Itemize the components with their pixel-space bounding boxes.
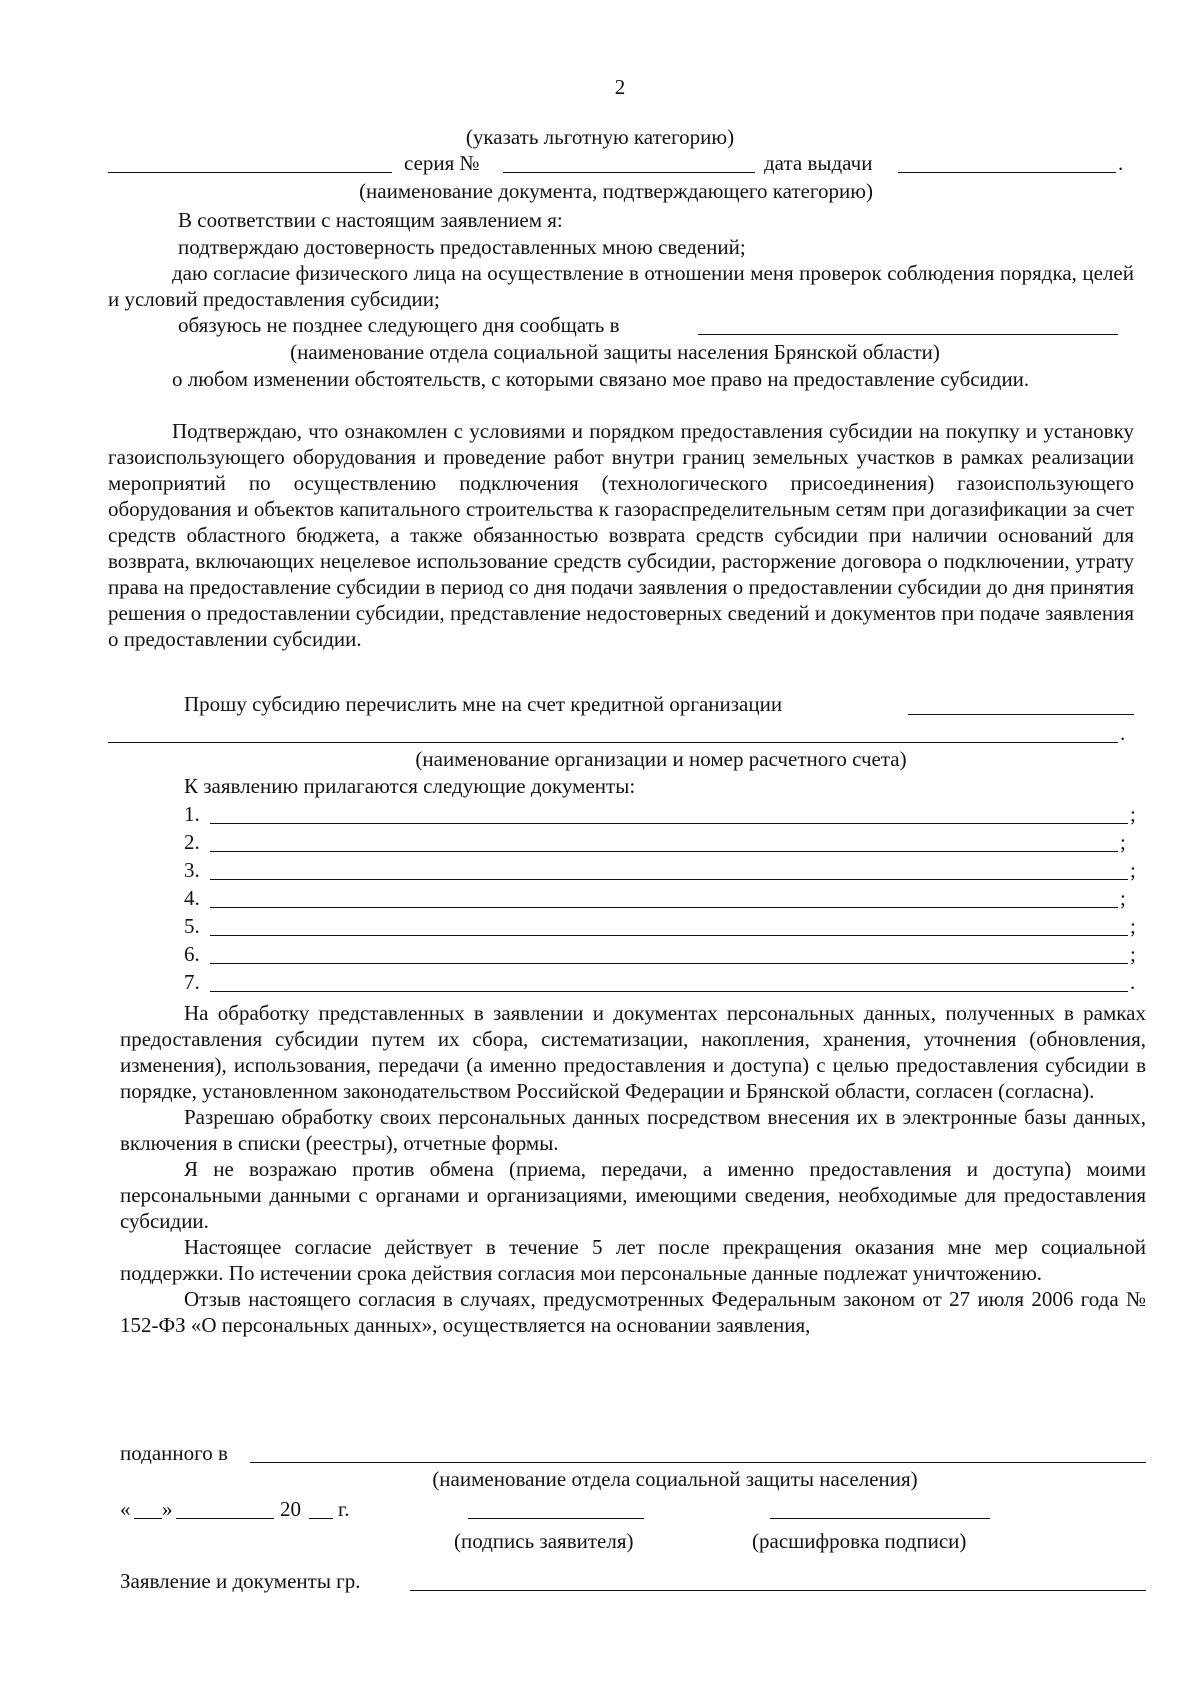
attachment-blank-5[interactable] [210, 935, 1128, 936]
consent-tail: поданного в [120, 1441, 228, 1465]
attachment-end-4: ; [1120, 886, 1126, 910]
series-number-blank[interactable] [503, 172, 755, 173]
date-month-blank[interactable] [176, 1518, 274, 1519]
withdrawal-department-blank[interactable] [250, 1462, 1146, 1463]
attachment-blank-2[interactable] [210, 851, 1118, 852]
bank-account-blank[interactable] [108, 742, 1118, 743]
declaration-item-1: подтверждаю достоверность предоставленных мною сведений; [178, 235, 746, 259]
transfer-end: . [1120, 721, 1126, 745]
consent-paragraph-1: На обработку представленных в заявлении и документах персональных данных, полученных в рамках предоставления субсидии путем их сбора, систематизации, накопления, хранения, уточнения (обновления, изменения), использования, передачи (а именно предоставления и доступа) с целью предоставления субсидии в порядке, установленном законодательством Российской Федерации и Брянской области, согласен (согласна). [120, 1001, 1146, 1103]
date-year-suffix: г. [338, 1497, 350, 1521]
caption-bank: (наименование организации и номер расчетного счета) [415, 747, 907, 771]
date-year-prefix: 20 [280, 1497, 301, 1521]
attachment-end-7: . [1130, 970, 1136, 994]
date-quote-close: » [162, 1497, 173, 1521]
applicant-name-blank[interactable] [410, 1590, 1146, 1591]
consent-paragraph-5: Отзыв настоящего согласия в случаях, предусмотренных Федеральным законом от 27 июля 2006 года № 152-ФЗ «О персональных данных», осуществляется на основании заявления, [120, 1287, 1146, 1337]
confirm-paragraph [108, 418, 1134, 652]
attachment-num-4: 4. [184, 886, 200, 910]
attachment-end-6: ; [1130, 942, 1136, 966]
attachment-blank-1[interactable] [210, 823, 1128, 824]
declaration-intro: В соответствии с настоящим заявлением я: [178, 208, 563, 232]
caption-signature-name: (расшифровка подписи) [752, 1529, 967, 1553]
attachment-num-2: 2. [184, 830, 200, 854]
document-name-blank[interactable] [108, 172, 392, 173]
date-day-blank[interactable] [134, 1518, 162, 1519]
date-quote-open: « [120, 1497, 131, 1521]
bank-name-blank[interactable] [908, 714, 1134, 715]
doc-line-end: . [1118, 151, 1124, 175]
declaration-item-2-text: даю согласие физического лица на осуществление в отношении меня проверок соблюдения порядка, целей и условий предоставления субсидии; [108, 261, 1134, 311]
transfer-lead: Прошу субсидию перечислить мне на счет кредитной организации [184, 692, 783, 716]
attachment-blank-4[interactable] [210, 907, 1118, 908]
consent-block [120, 1000, 1146, 1338]
declaration-item-3-lead: обязуюсь не позднее следующего дня сообщать в [178, 313, 620, 337]
caption-category: (указать льготную категорию) [465, 125, 735, 149]
department-blank[interactable] [698, 334, 1118, 335]
attachment-end-3: ; [1130, 858, 1136, 882]
issue-date-blank[interactable] [898, 172, 1116, 173]
attachments-title: К заявлению прилагаются следующие документы: [184, 774, 636, 798]
signature-blank[interactable] [468, 1518, 644, 1519]
declaration-item-3-tail [108, 366, 1134, 392]
attachment-num-3: 3. [184, 858, 200, 882]
consent-paragraph-3: Я не возражаю против обмена (приема, передачи, а именно предоставления и доступа) моими персональными данными с органами и организациями, имеющими сведения, необходимые для предоставления субсидии. [120, 1157, 1146, 1233]
footer-label: Заявление и документы гр. [120, 1569, 361, 1593]
attachment-num-1: 1. [184, 802, 200, 826]
attachment-num-6: 6. [184, 942, 200, 966]
caption-signature: (подпись заявителя) [454, 1529, 634, 1553]
date-year-blank[interactable] [309, 1518, 333, 1519]
attachment-blank-3[interactable] [210, 879, 1128, 880]
series-label: серия № [404, 151, 480, 175]
caption-department: (наименование отдела социальной защиты населения Брянской области) [290, 340, 940, 364]
signature-name-blank[interactable] [770, 1518, 990, 1519]
caption-department-short: (наименование отдела социальной защиты населения) [432, 1467, 918, 1491]
attachment-num-7: 7. [184, 970, 200, 994]
consent-paragraph-4: Настоящее согласие действует в течение 5 лет после прекращения оказания мне мер социальной поддержки. По истечении срока действия согласия мои персональные данные подлежат уничтожению. [120, 1235, 1146, 1285]
declaration-item-3-tail-text: о любом изменении обстоятельств, с которыми связано мое право на предоставление субсидии. [172, 367, 1030, 391]
issue-date-label: дата выдачи [764, 151, 873, 175]
declaration-item-2 [108, 260, 1134, 312]
attachment-end-5: ; [1130, 914, 1136, 938]
attachment-end-2: ; [1120, 830, 1126, 854]
attachment-num-5: 5. [184, 914, 200, 938]
attachment-end-1: ; [1130, 802, 1136, 826]
caption-document: (наименование документа, подтверждающего категорию) [359, 179, 873, 203]
attachment-blank-7[interactable] [210, 991, 1128, 992]
attachment-blank-6[interactable] [210, 963, 1128, 964]
confirm-paragraph-text: Подтверждаю, что ознакомлен с условиями и порядком предоставления субсидии на покупку и установку газоиспользующего оборудования и проведение работ внутри границ земельных участков в рамках реализации мероприятий по осуществлению подключения (технологического присоединения) газоиспользующего оборудования и объектов капитального строительства к газораспределительным сетям при догазификации за счет средств областного бюджета, а также обязанностью возврата средств субсидии при наличии оснований для возврата, включающих нецелевое использование средств субсидии, расторжение договора о подключении, утрату права на предоставление субсидии в период со дня подачи заявления о предоставлении субсидии до дня принятия решения о предоставлении субсидии, представление недостоверных сведений и документов при подаче заявления о предоставлении субсидии. [108, 419, 1134, 651]
page-number: 2 [614, 75, 626, 99]
consent-paragraph-2: Разрешаю обработку своих персональных данных посредством внесения их в электронные базы данных, включения в списки (реестры), отчетные формы. [120, 1105, 1146, 1155]
